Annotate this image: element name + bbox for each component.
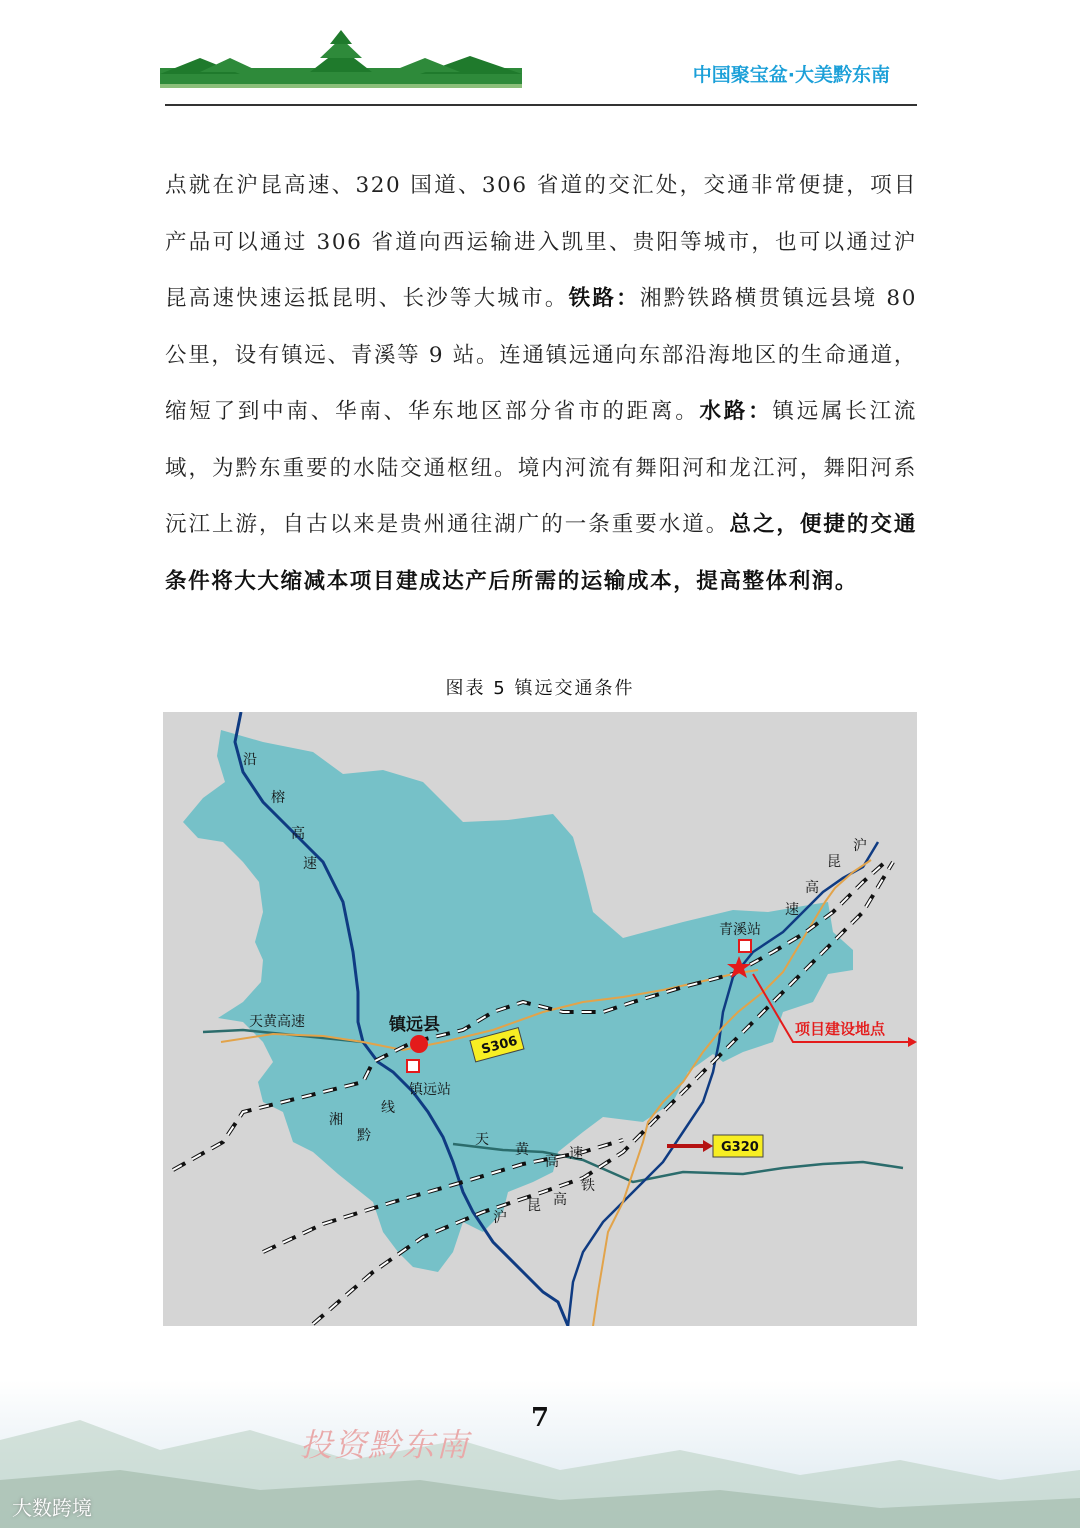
text-railway: 湘黔铁路横贯镇远县境 80 公里，设有镇远、青溪等 9 站。连通镇远通向东部沿海地区的生命通道，缩短了到中南、华南、华东地区部分省市的距离。	[165, 286, 917, 424]
label-hukun-ne-2: 昆	[827, 854, 841, 870]
drum-tower-logo-icon	[160, 28, 522, 90]
label-g320: G320	[721, 1140, 759, 1155]
label-qingxi-station: 青溪站	[719, 922, 761, 938]
label-th-2: 黄	[515, 1142, 529, 1158]
label-yan-1: 沿	[243, 752, 257, 768]
text-road: 点就在沪昆高速、320 国道、306 省道的交汇处，交通非常便捷，项目产品可以通过 306 省道向西运输进入凯里、贵阳等城市，也可以通过沪昆高速快速运抵昆明、长沙等大城市。	[165, 173, 917, 311]
figure-caption: 图表 5 镇远交通条件	[445, 678, 635, 699]
label-county: 镇远县	[389, 1015, 440, 1035]
label-hk-3: 高	[553, 1192, 567, 1208]
label-yan-2: 榕	[271, 790, 285, 806]
label-railway: 铁路：	[568, 286, 640, 311]
watermark: 大数跨境	[12, 1496, 92, 1520]
label-yan-3: 高	[291, 826, 305, 842]
label-tianhuang-west: 天黄高速	[249, 1014, 305, 1030]
page-header	[0, 0, 1080, 110]
label-th-1: 天	[475, 1132, 489, 1148]
label-hukun-ne-4: 速	[785, 902, 799, 918]
label-s306: S306	[479, 1033, 520, 1058]
label-project-site: 项目建设地点	[795, 1020, 886, 1038]
page-number: 7	[530, 1403, 550, 1433]
label-xq-3: 线	[381, 1100, 395, 1116]
label-waterway: 水路：	[699, 399, 773, 424]
label-th-3: 高	[545, 1154, 559, 1170]
train-icon-zhenyuan	[407, 1060, 419, 1072]
body-paragraph	[165, 158, 917, 610]
label-yan-4: 速	[303, 856, 317, 872]
text-summary: 总之，便捷的交通条件将大大缩减本项目建成达产后所需的运输成本，提高整体利润。	[165, 512, 917, 594]
label-xq-2: 黔	[357, 1128, 371, 1144]
header-divider	[165, 104, 917, 106]
label-hk-2: 昆	[527, 1198, 541, 1214]
label-hk-4: 铁	[581, 1178, 595, 1194]
header-slogan: 中国聚宝盆·大美黔东南	[692, 64, 890, 86]
label-hk-1: 沪	[493, 1210, 507, 1226]
label-zhenyuan-station: 镇远站	[409, 1082, 451, 1098]
transport-map	[163, 712, 917, 1326]
footer-brand: 投资黔东南	[300, 1426, 471, 1464]
train-icon-qingxi	[739, 940, 751, 952]
county-marker-icon	[410, 1035, 428, 1053]
label-hukun-ne-1: 沪	[853, 838, 867, 854]
label-hukun-ne-3: 高	[805, 880, 819, 896]
text-waterway: 镇远属长江流域，为黔东重要的水陆交通枢纽。境内河流有舞阳河和龙江河，舞阳河系沅江上游，自古以来是贵州通往湖广的一条重要水道。	[165, 399, 917, 537]
label-th-4: 速	[569, 1146, 583, 1162]
label-xq-1: 湘	[329, 1112, 343, 1128]
